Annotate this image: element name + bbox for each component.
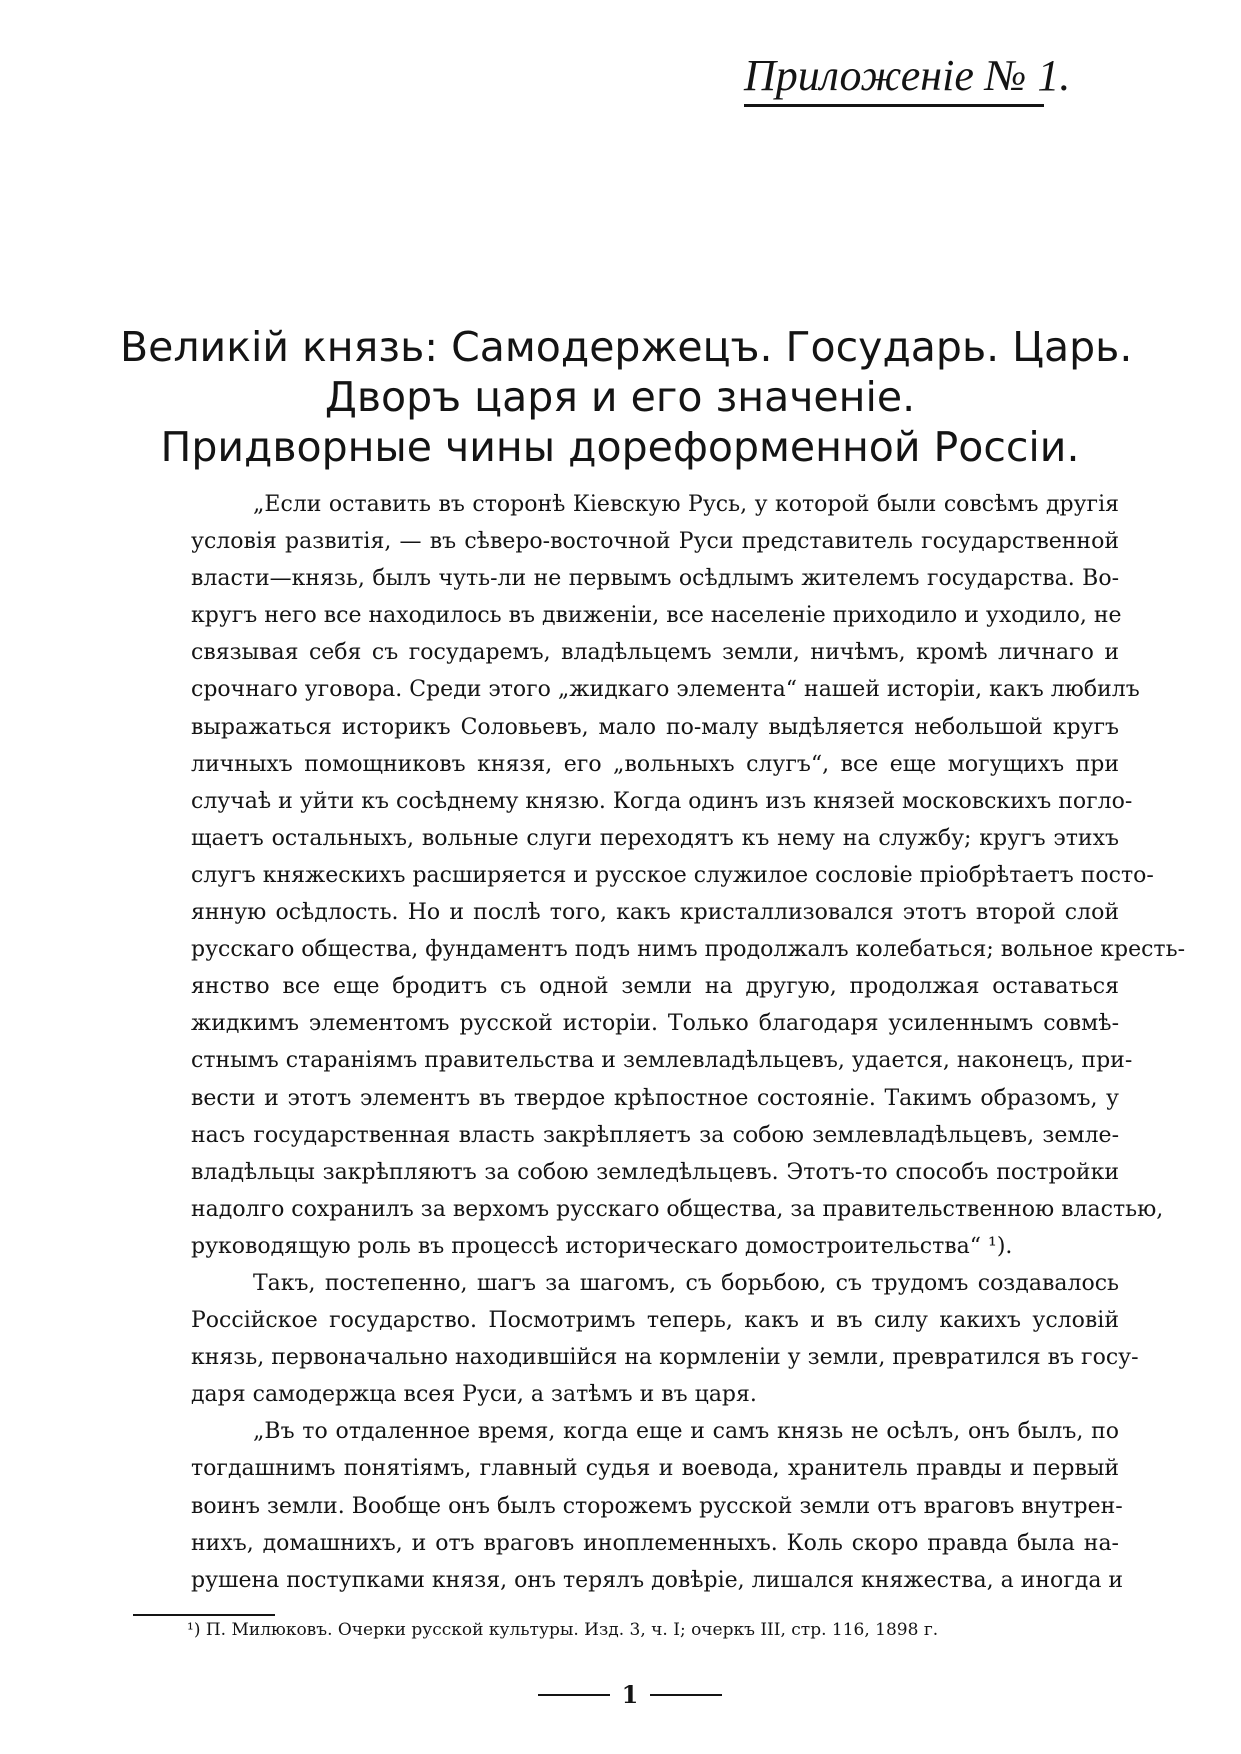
text-line: условiя развитiя, — въ сѣверо-восточной Руси представитель государственной — [191, 529, 1119, 555]
text-line: тогдашнимъ понятiямъ, главный судья и воевода, хранитель правды и первый — [191, 1456, 1119, 1482]
text-line: связывая себя съ государемъ, владѣльцемъ земли, ничѣмъ, кромѣ личнаго и — [191, 640, 1119, 666]
footnote-divider — [133, 1614, 275, 1616]
footer-dash-left — [538, 1694, 610, 1696]
text-line: власти—князь, былъ чуть-ли не первымъ осѣдлымъ жителемъ государства. Во- — [191, 566, 1119, 592]
text-line: „Въ то отдаленное время, когда еще и самъ князь не осѣлъ, онъ былъ, по — [253, 1419, 1119, 1445]
text-line: щаетъ остальныхъ, вольные слуги переходятъ къ нему на службу; кругъ этихъ — [191, 825, 1119, 851]
text-line: русскаго общества, фундаментъ подъ нимъ продолжалъ колебаться; вольное кресть- — [191, 937, 1186, 963]
title-line: Придворные чины дореформенной Россiи. — [160, 423, 1080, 471]
text-line: надолго сохранилъ за верхомъ русскаго общества, за правительственною властью, — [191, 1196, 1164, 1222]
chapter-title — [120, 322, 1133, 472]
text-line: янство все еще бродитъ съ одной земли на другую, продолжая оставаться — [191, 974, 1119, 1000]
text-line: даря самодержца всея Руси, а затѣмъ и въ царя. — [191, 1382, 757, 1408]
text-line: выражаться историкъ Соловьевъ, мало по-малу выдѣляется небольшой кругъ — [191, 714, 1119, 740]
body-text — [133, 486, 1186, 1599]
text-line: стнымъ старанiямъ правительства и землевладѣльцевъ, удается, наконецъ, при- — [191, 1048, 1133, 1074]
page-number: 1 — [621, 1680, 639, 1709]
text-line: жидкимъ элементомъ русской исторiи. Только благодаря усиленнымъ совмѣ- — [191, 1011, 1119, 1037]
text-line: слугъ княжескихъ расширяется и русское служилое сословie прiобрѣтаетъ посто- — [191, 862, 1154, 888]
text-line: руководящую роль въ процессѣ историческаго домостроительства“ ¹). — [191, 1233, 1013, 1259]
title-line: Великiй князь: Самодержецъ. Государь. Царь. — [120, 323, 1133, 371]
text-line: нихъ, домашнихъ, и отъ враговъ иноплеменныхъ. Коль скоро правда была на- — [191, 1530, 1119, 1556]
paragraph-2 — [133, 1265, 1139, 1413]
text-line: насъ государственная власть закрѣпляетъ за собою землевладѣльцевъ, земле- — [191, 1122, 1119, 1148]
footer-dash-right — [650, 1694, 722, 1696]
text-line: владѣльцы закрѣпляютъ за собою земледѣльцевъ. Этотъ-то способъ постройки — [191, 1159, 1119, 1185]
text-line: кругъ него все находилось въ движенiи, все населенie приходило и уходило, не — [191, 603, 1122, 629]
text-line: случаѣ и уйти къ сосѣднему князю. Когда одинъ изъ князей московскихъ погло- — [191, 788, 1133, 814]
appendix-label: Приложенie № 1. — [744, 50, 1044, 107]
paragraph-3 — [133, 1413, 1124, 1598]
text-line: Россiйское государство. Посмотримъ теперь, какъ и въ силу какихъ условiй — [191, 1308, 1119, 1334]
paragraph-1 — [133, 486, 1186, 1265]
text-line: „Если оставить въ сторонѣ Кiевскую Русь, у которой были совсѣмъ другiя — [253, 492, 1119, 517]
text-line: Такъ, постепенно, шагъ за шагомъ, съ борьбою, съ трудомъ создавалось — [253, 1270, 1119, 1296]
text-line: вести и этотъ элементъ въ твердое крѣпостное состоянie. Такимъ образомъ, у — [191, 1085, 1119, 1111]
footnote: ¹) П. Милюковъ. Очерки русской культуры. Изд. 3, ч. I; очеркъ III, стр. 116, 1898 г. — [187, 1620, 939, 1640]
title-line: Дворъ царя и его значенie. — [324, 373, 916, 421]
text-line: янную осѣдлость. Но и послѣ того, какъ кристаллизовался этотъ второй слой — [191, 900, 1119, 926]
text-line: личныхъ помощниковъ князя, его „вольныхъ слугъ“, все еще могущихъ при — [191, 751, 1119, 777]
text-line: князь, первоначально находившiйся на кормленiи у земли, превратился въ госу- — [191, 1345, 1139, 1371]
text-line: срочнаго уговора. Среди этого „жидкаго элемента“ нашей исторiи, какъ любилъ — [191, 677, 1140, 703]
text-line: воинъ земли. Вообще онъ былъ сторожемъ русской земли отъ враговъ внутрен- — [191, 1493, 1123, 1519]
text-line: рушена поступками князя, онъ терялъ довѣрie, лишался княжества, а иногда и — [191, 1567, 1124, 1593]
page-footer — [520, 1680, 740, 1709]
